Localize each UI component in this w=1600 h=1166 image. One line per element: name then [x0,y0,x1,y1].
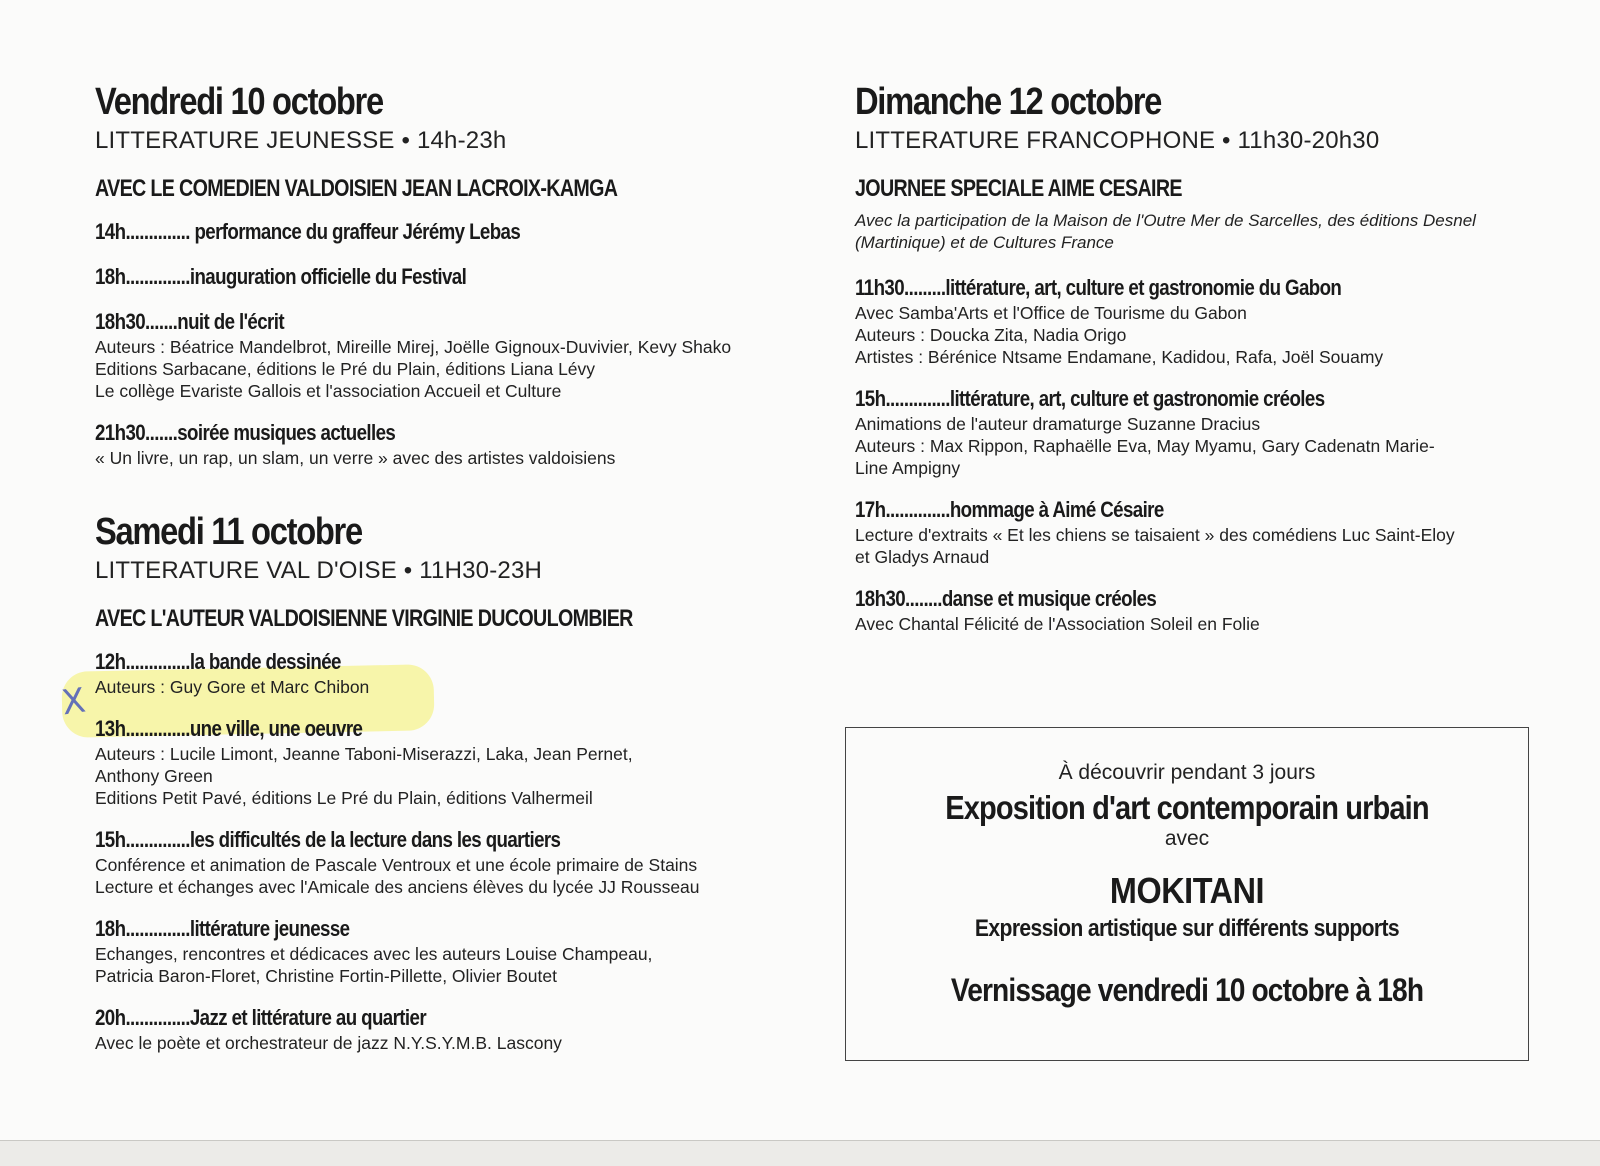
event-heading: 15h..............les difficultés de la lecture dans les quartiers [95,827,561,852]
event-detail-line: Auteurs : Béatrice Mandelbrot, Mireille Mirej, Joëlle Gignoux-Duvivier, Kevy Shako [95,337,732,357]
friday-section [95,78,795,469]
exposition-title: Exposition d'art contemporain urbain [945,789,1429,826]
saturday-section [95,508,795,1054]
event-detail-line: et Gladys Arnaud [855,547,990,567]
program-event [855,585,1535,635]
event-detail-line: Echanges, rencontres et dédicaces avec les auteurs Louise Champeau, [95,944,653,964]
event-heading: 14h.............. performance du graffeur Jérémy Lebas [95,219,521,244]
program-event [95,915,795,987]
page-bottom-edge [0,1140,1600,1166]
program-event [95,218,795,246]
event-detail-line: Patricia Baron-Floret, Christine Fortin-Pillette, Olivier Boutet [95,966,557,986]
event-detail-line: Auteurs : Lucile Limont, Jeanne Taboni-Miserazzi, Laka, Jean Pernet, [95,744,633,764]
event-detail-line: Auteurs : Guy Gore et Marc Chibon [95,677,370,697]
right-column [855,78,1535,652]
event-detail-line: Auteurs : Doucka Zita, Nadia Origo [855,325,1127,345]
event-heading: 18h..............littérature jeunesse [95,916,350,941]
program-event [95,1004,795,1054]
program-event [95,826,795,898]
event-detail-line: Avec Samba'Arts et l'Office de Tourisme du Gabon [855,303,1247,323]
event-detail-line: Lecture d'extraits « Et les chiens se taisaient » des comédiens Luc Saint-Eloy [855,525,1455,545]
saturday-theme: AVEC L'AUTEUR VALDOISIENNE VIRGINIE DUCOULOMBIER [95,605,633,632]
program-event [855,385,1535,479]
saturday-title: Samedi 11 octobre [95,511,362,553]
sunday-events [855,274,1535,635]
exposition-intro: À découvrir pendant 3 jours [1058,761,1316,784]
exposition-box [845,727,1529,1061]
event-heading: 11h30.........littérature, art, culture et gastronomie du Gabon [855,275,1342,300]
friday-title: Vendredi 10 octobre [95,81,383,123]
exposition-description: Expression artistique sur différents supports [974,915,1400,942]
event-detail-line: Avec le poète et orchestrateur de jazz N.Y.S.Y.M.B. Lascony [95,1033,562,1053]
friday-events [95,218,795,469]
saturday-subtitle: LITTERATURE VAL D'OISE • 11H30-23H [95,557,543,584]
exposition-vernissage: Vernissage vendredi 10 octobre à 18h [950,972,1424,1008]
event-detail-line: Avec Chantal Félicité de l'Association Soleil en Folie [855,614,1260,634]
event-detail-line: Auteurs : Max Rippon, Raphaëlle Eva, May Myamu, Gary Cadenatn Marie- [855,436,1435,456]
event-heading: 18h30.......nuit de l'écrit [95,309,284,334]
sunday-theme: JOURNEE SPECIALE AIME CESAIRE [855,175,1182,202]
sunday-title: Dimanche 12 octobre [855,81,1162,123]
event-detail-line: Lecture et échanges avec l'Amicale des anciens élèves du lycée JJ Rousseau [95,877,700,897]
program-event [95,648,795,698]
exposition-with: avec [1164,827,1210,850]
program-event [855,274,1535,368]
program-event [95,308,795,402]
event-heading: 20h..............Jazz et littérature au quartier [95,1005,427,1030]
event-heading: 18h..............inauguration officielle du Festival [95,264,467,289]
event-detail-line: Artistes : Bérénice Ntsame Endamane, Kadidou, Rafa, Joël Souamy [855,347,1384,367]
program-event [95,715,795,809]
program-event [855,496,1535,568]
event-heading: 18h30........danse et musique créoles [855,586,1157,611]
event-detail-line: Conférence et animation de Pascale Ventroux et une école primaire de Stains [95,855,698,875]
event-heading: 17h..............hommage à Aimé Césaire [855,497,1164,522]
program-event [95,263,795,291]
event-detail-line: Anthony Green [95,766,213,786]
saturday-events [95,648,795,1054]
event-detail-line: Animations de l'auteur dramaturge Suzanne Dracius [855,414,1261,434]
program-event [95,419,795,469]
event-heading: 13h..............une ville, une oeuvre [95,716,363,741]
event-detail-line: « Un livre, un rap, un slam, un verre » avec des artistes valdoisiens [95,448,616,468]
handwritten-x-mark: X [59,680,88,724]
event-detail-line: Editions Sarbacane, éditions le Pré du Plain, éditions Liana Lévy [95,359,596,379]
event-detail-line: Line Ampigny [855,458,961,478]
sunday-subtitle: LITTERATURE FRANCOPHONE • 11h30-20h30 [855,127,1380,154]
event-heading: 15h..............littérature, art, culture et gastronomie créoles [855,386,1325,411]
left-column [95,78,795,1071]
event-heading: 12h..............la bande dessinée [95,649,341,674]
event-heading: 21h30.......soirée musiques actuelles [95,420,396,445]
sunday-section [855,78,1535,635]
exposition-artist: MOKITANI [1109,870,1265,911]
sunday-intro: Avec la participation de la Maison de l'Outre Mer de Sarcelles, des éditions Desnel (Martinique) et de Cultures France [855,211,1476,252]
friday-theme: AVEC LE COMEDIEN VALDOISIEN JEAN LACROIX-KAMGA [95,175,618,202]
event-detail-line: Editions Petit Pavé, éditions Le Pré du Plain, éditions Valhermeil [95,788,593,808]
friday-subtitle: LITTERATURE JEUNESSE • 14h-23h [95,127,507,154]
event-detail-line: Le collège Evariste Gallois et l'association Accueil et Culture [95,381,562,401]
